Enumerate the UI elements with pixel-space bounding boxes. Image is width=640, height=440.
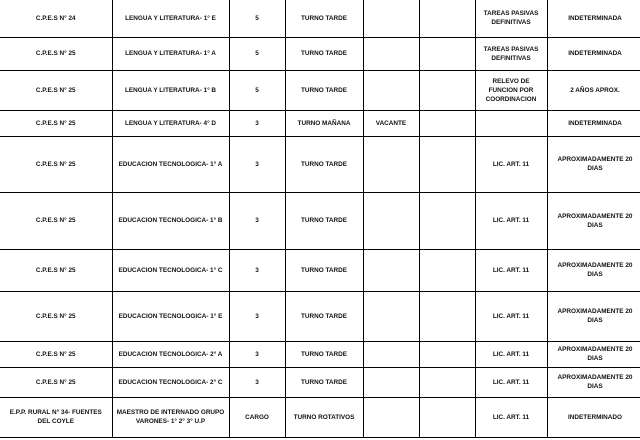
hours-cell[interactable]: 3 <box>229 367 285 397</box>
table-row <box>0 37 640 70</box>
hours-cell[interactable]: 3 <box>229 136 285 192</box>
status-cell[interactable] <box>363 0 419 37</box>
empty-cell[interactable] <box>419 0 475 37</box>
table-row <box>0 291 640 341</box>
empty-cell[interactable] <box>419 136 475 192</box>
reason-cell[interactable]: LIC. ART. 11 <box>475 291 547 341</box>
status-cell[interactable] <box>363 136 419 192</box>
status-cell[interactable] <box>363 249 419 291</box>
shift-cell[interactable]: TURNO TARDE <box>285 0 363 37</box>
subject-cell[interactable]: LENGUA Y LITERATURA- 4° D <box>112 110 229 136</box>
empty-cell[interactable] <box>419 249 475 291</box>
empty-cell[interactable] <box>419 110 475 136</box>
school-cell[interactable]: C.P.E.S N° 25 <box>0 249 112 291</box>
subject-cell[interactable]: LENGUA Y LITERATURA- 1° E <box>112 0 229 37</box>
subject-cell[interactable]: EDUCACION TECNOLOGICA- 2° A <box>112 341 229 367</box>
status-cell[interactable]: VACANTE <box>363 110 419 136</box>
school-cell[interactable]: E.P.P. RURAL N° 34- FUENTES DEL COYLE <box>0 397 112 437</box>
empty-cell[interactable] <box>419 291 475 341</box>
duration-cell[interactable]: INDETERMINADA <box>547 110 640 136</box>
empty-cell[interactable] <box>419 70 475 110</box>
subject-cell[interactable]: EDUCACION TECNOLOGICA- 1° E <box>112 291 229 341</box>
hours-cell[interactable]: 3 <box>229 341 285 367</box>
hours-cell[interactable]: 3 <box>229 291 285 341</box>
hours-cell[interactable]: CARGO <box>229 397 285 437</box>
shift-cell[interactable]: TURNO TARDE <box>285 249 363 291</box>
reason-cell[interactable]: RELEVO DE FUNCION POR COORDINACION <box>475 70 547 110</box>
reason-cell[interactable]: TAREAS PASIVAS DEFINITIVAS <box>475 0 547 37</box>
subject-cell[interactable]: EDUCACION TECNOLOGICA- 1° C <box>112 249 229 291</box>
shift-cell[interactable]: TURNO TARDE <box>285 341 363 367</box>
shift-cell[interactable]: TURNO ROTATIVOS <box>285 397 363 437</box>
status-cell[interactable] <box>363 291 419 341</box>
school-cell[interactable]: C.P.E.S N° 25 <box>0 70 112 110</box>
school-cell[interactable]: C.P.E.S N° 25 <box>0 136 112 192</box>
reason-cell[interactable] <box>475 110 547 136</box>
hours-cell[interactable]: 5 <box>229 0 285 37</box>
empty-cell[interactable] <box>419 367 475 397</box>
school-cell[interactable]: C.P.E.S N° 25 <box>0 192 112 249</box>
shift-cell[interactable]: TURNO TARDE <box>285 37 363 70</box>
status-cell[interactable] <box>363 192 419 249</box>
reason-cell[interactable]: LIC. ART. 11 <box>475 136 547 192</box>
empty-cell[interactable] <box>419 192 475 249</box>
subject-cell[interactable]: EDUCACION TECNOLOGICA- 1° A <box>112 136 229 192</box>
subject-cell[interactable]: MAESTRO DE INTERNADO GRUPO VARONES- 1° 2° 3° U.P <box>112 397 229 437</box>
subject-cell[interactable]: EDUCACION TECNOLOGICA- 1° B <box>112 192 229 249</box>
status-cell[interactable] <box>363 37 419 70</box>
shift-cell[interactable]: TURNO TARDE <box>285 70 363 110</box>
duration-cell[interactable]: APROXIMADAMENTE 20 DIAS <box>547 341 640 367</box>
reason-cell[interactable]: LIC. ART. 11 <box>475 367 547 397</box>
duration-cell[interactable]: APROXIMADAMENTE 20 DIAS <box>547 136 640 192</box>
empty-cell[interactable] <box>419 341 475 367</box>
subject-cell[interactable]: LENGUA Y LITERATURA- 1° B <box>112 70 229 110</box>
duration-cell[interactable]: APROXIMADAMENTE 20 DIAS <box>547 367 640 397</box>
school-cell[interactable]: C.P.E.S N° 25 <box>0 367 112 397</box>
table-row <box>0 192 640 249</box>
school-cell[interactable]: C.P.E.S N° 25 <box>0 291 112 341</box>
status-cell[interactable] <box>363 397 419 437</box>
duration-cell[interactable]: INDETERMINADA <box>547 0 640 37</box>
table-row <box>0 136 640 192</box>
empty-cell[interactable] <box>419 397 475 437</box>
duration-cell[interactable]: APROXIMADAMENTE 20 DIAS <box>547 192 640 249</box>
reason-cell[interactable]: LIC. ART. 11 <box>475 397 547 437</box>
hours-cell[interactable]: 5 <box>229 70 285 110</box>
table-row <box>0 249 640 291</box>
empty-cell[interactable] <box>419 37 475 70</box>
reason-cell[interactable]: LIC. ART. 11 <box>475 192 547 249</box>
duration-cell[interactable]: 2 AÑOS APROX. <box>547 70 640 110</box>
status-cell[interactable] <box>363 70 419 110</box>
shift-cell[interactable]: TURNO TARDE <box>285 367 363 397</box>
hours-cell[interactable]: 3 <box>229 192 285 249</box>
hours-cell[interactable]: 5 <box>229 37 285 70</box>
table-row <box>0 397 640 437</box>
reason-cell[interactable]: LIC. ART. 11 <box>475 249 547 291</box>
reason-cell[interactable]: TAREAS PASIVAS DEFINITIVAS <box>475 37 547 70</box>
subject-cell[interactable]: LENGUA Y LITERATURA- 1° A <box>112 37 229 70</box>
duration-cell[interactable]: INDETERMINADO <box>547 397 640 437</box>
table-row <box>0 110 640 136</box>
duration-cell[interactable]: INDETERMINADA <box>547 37 640 70</box>
shift-cell[interactable]: TURNO TARDE <box>285 291 363 341</box>
shift-cell[interactable]: TURNO TARDE <box>285 192 363 249</box>
school-cell[interactable]: C.P.E.S N° 24 <box>0 0 112 37</box>
table-row <box>0 70 640 110</box>
subject-cell[interactable]: EDUCACION TECNOLOGICA- 2° C <box>112 367 229 397</box>
duration-cell[interactable]: APROXIMADAMENTE 20 DIAS <box>547 249 640 291</box>
school-cell[interactable]: C.P.E.S N° 25 <box>0 110 112 136</box>
shift-cell[interactable]: TURNO MAÑANA <box>285 110 363 136</box>
table-row <box>0 341 640 367</box>
school-cell[interactable]: C.P.E.S N° 25 <box>0 341 112 367</box>
hours-cell[interactable]: 3 <box>229 249 285 291</box>
status-cell[interactable] <box>363 341 419 367</box>
hours-cell[interactable]: 3 <box>229 110 285 136</box>
duration-cell[interactable]: APROXIMADAMENTE 20 DIAS <box>547 291 640 341</box>
reason-cell[interactable]: LIC. ART. 11 <box>475 341 547 367</box>
school-cell[interactable]: C.P.E.S N° 25 <box>0 37 112 70</box>
status-cell[interactable] <box>363 367 419 397</box>
table-row <box>0 0 640 37</box>
table-row <box>0 367 640 397</box>
shift-cell[interactable]: TURNO TARDE <box>285 136 363 192</box>
